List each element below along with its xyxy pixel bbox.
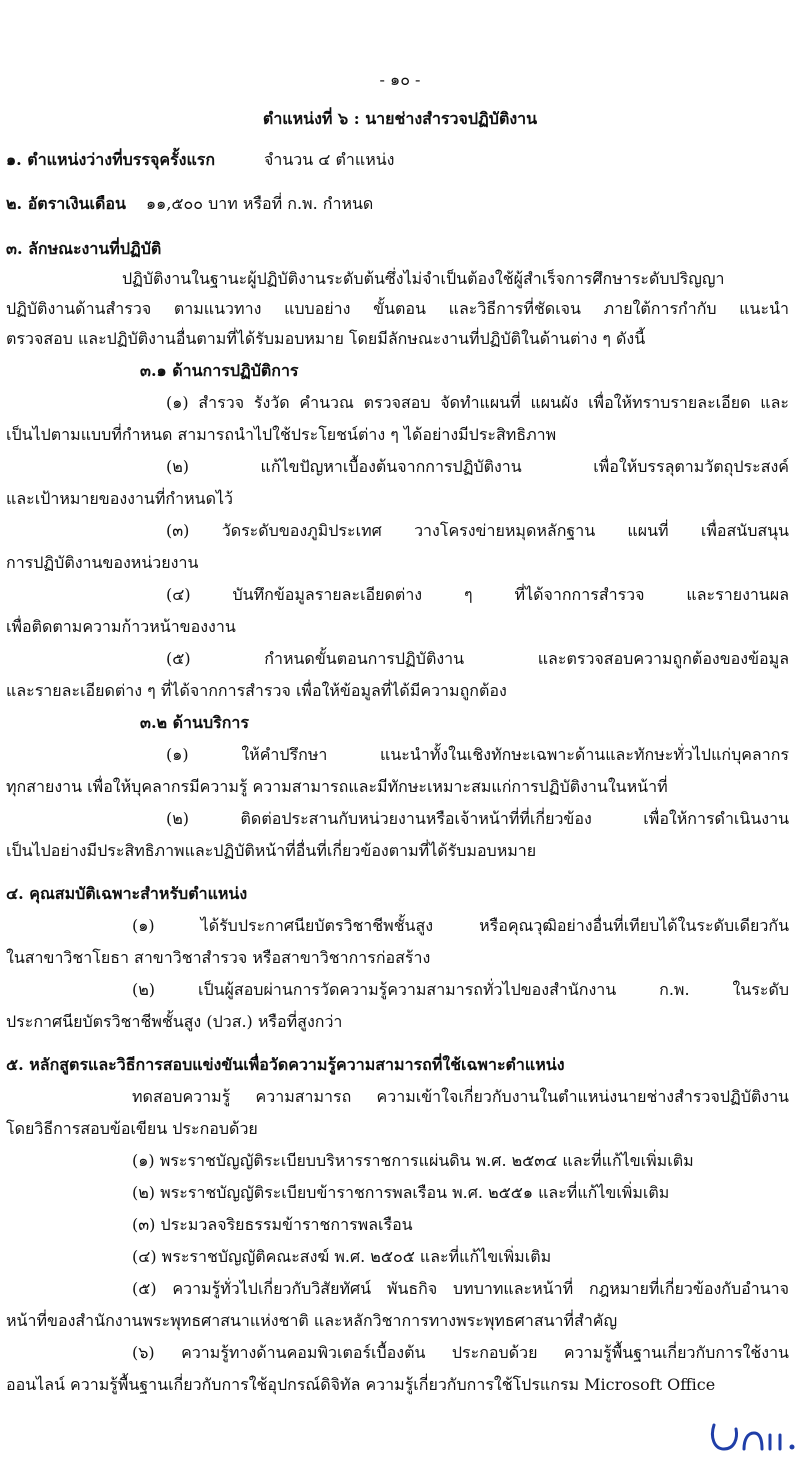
list-item: (๒) ติดต่อประสานกับหน่วยงานหรือเจ้าหน้าที่ที่เกี่ยวข้อง เพื่อให้การดำเนินงาน — [166, 809, 789, 828]
list-item-continuation: ในสาขาวิชาโยธา สาขาวิชาสำรวจ หรือสาขาวิชาการก่อสร้าง — [6, 948, 431, 967]
signature-mark — [708, 1417, 800, 1457]
section-3-heading: ๓. ลักษณะงานที่ปฏิบัติ — [6, 239, 162, 258]
list-item-continuation: หน้าที่ของสำนักงานพระพุทธศาสนาแห่งชาติ และหลักวิชาการทางพระพุทธศาสนาที่สำคัญ — [6, 1311, 618, 1330]
list-item-continuation: เป็นไปอย่างมีประสิทธิภาพและปฏิบัติหน้าที่อื่นที่เกี่ยวข้องตามที่ได้รับมอบหมาย — [6, 841, 537, 860]
section-5-heading: ๕. หลักสูตรและวิธีการสอบแข่งขันเพื่อวัดความรู้ความสามารถที่ใช้เฉพาะตำแหน่ง — [6, 1055, 565, 1074]
subsection-3-2-heading: ๓.๒ ด้านบริการ — [140, 713, 249, 732]
list-item-continuation: ประกาศนียบัตรวิชาชีพชั้นสูง (ปวส.) หรือที่สูงกว่า — [6, 1012, 343, 1031]
list-item: (๓) ประมวลจริยธรรมข้าราชการพลเรือน — [132, 1215, 413, 1234]
list-item: (๑) สำรวจ รังวัด คำนวณ ตรวจสอบ จัดทำแผนที่ แผนผัง เพื่อให้ทราบรายละเอียด และ — [166, 393, 789, 412]
section-2-heading: ๒. อัตราเงินเดือน — [6, 194, 126, 213]
list-item: (๒) เป็นผู้สอบผ่านการวัดความรู้ความสามารถทั่วไปของสำนักงาน ก.พ. ในระดับ — [132, 980, 789, 999]
list-item-continuation: และเป้าหมายของงานที่กำหนดไว้ — [6, 489, 233, 508]
list-item: (๔) พระราชบัญญัติคณะสงฆ์ พ.ศ. ๒๕๐๕ และที่แก้ไขเพิ่มเติม — [132, 1247, 552, 1266]
list-item: (๔) บันทึกข้อมูลรายละเอียดต่าง ๆ ที่ได้จากการสำรวจ และรายงานผล — [166, 585, 789, 604]
list-item: (๖) ความรู้ทางด้านคอมพิวเตอร์เบื้องต้น ประกอบด้วย ความรู้พื้นฐานเกี่ยวกับการใช้งาน — [132, 1343, 789, 1362]
list-item: (๑) ได้รับประกาศนียบัตรวิชาชีพชั้นสูง หรือคุณวุฒิอย่างอื่นที่เทียบได้ในระดับเดียวกัน — [132, 916, 789, 935]
section-2-value: ๑๑,๕๐๐ บาท หรือที่ ก.พ. กำหนด — [146, 194, 374, 213]
list-item-continuation: ทุกสายงาน เพื่อให้บุคลากรมีความรู้ ความสามารถและมีทักษะเหมาะสมแก่การปฏิบัติงานในหน้าที่ — [6, 777, 668, 796]
section-5-intro-line: ทดสอบความรู้ ความสามารถ ความเข้าใจเกี่ยวกับงานในตำแหน่งนายช่างสำรวจปฏิบัติงาน — [132, 1087, 789, 1106]
section-5-intro-line: โดยวิธีการสอบข้อเขียน ประกอบด้วย — [6, 1119, 258, 1138]
list-item: (๑) ให้คำปรึกษา แนะนำทั้งในเชิงทักษะเฉพาะด้านและทักษะทั่วไปแก่บุคลากร — [166, 745, 789, 764]
subsection-3-1-heading: ๓.๑ ด้านการปฏิบัติการ — [140, 361, 299, 380]
section-1-heading: ๑. ตำแหน่งว่างที่บรรจุครั้งแรก — [6, 150, 216, 169]
list-item-continuation: การปฏิบัติงานของหน่วยงาน — [6, 553, 199, 572]
list-item: (๑) พระราชบัญญัติระเบียบบริหารราชการแผ่นดิน พ.ศ. ๒๕๓๔ และที่แก้ไขเพิ่มเติม — [132, 1151, 694, 1170]
list-item-continuation: และรายละเอียดต่าง ๆ ที่ได้จากการสำรวจ เพื่อให้ข้อมูลที่ได้มีความถูกต้อง — [6, 681, 507, 700]
section-3-intro-line: ปฏิบัติงานในฐานะผู้ปฏิบัติงานระดับต้นซึ่งไม่จำเป็นต้องใช้ผู้สำเร็จการศึกษาระดับปริญญา — [122, 269, 725, 288]
list-item-continuation: เพื่อติดตามความก้าวหน้าของงาน — [6, 617, 236, 636]
list-item: (๓) วัดระดับของภูมิประเทศ วางโครงข่ายหมุดหลักฐาน แผนที่ เพื่อสนับสนุน — [166, 521, 789, 540]
list-item: (๒) แก้ไขปัญหาเบื้องต้นจากการปฏิบัติงาน เพื่อให้บรรลุตามวัตถุประสงค์ — [166, 457, 789, 476]
section-4-heading: ๔. คุณสมบัติเฉพาะสำหรับตำแหน่ง — [6, 884, 248, 903]
list-item: (๕) ความรู้ทั่วไปเกี่ยวกับวิสัยทัศน์ พันธกิจ บทบาทและหน้าที่ กฎหมายที่เกี่ยวข้องกับอำนาจ — [132, 1279, 789, 1298]
list-item-continuation: ออนไลน์ ความรู้พื้นฐานเกี่ยวกับการใช้อุปกรณ์ดิจิทัล ความรู้เกี่ยวกับการใช้โปรแกรม Microsoft Office — [6, 1375, 716, 1394]
list-item: (๒) พระราชบัญญัติระเบียบข้าราชการพลเรือน พ.ศ. ๒๕๕๑ และที่แก้ไขเพิ่มเติม — [132, 1183, 670, 1202]
section-3-intro-line: ตรวจสอบ และปฏิบัติงานอื่นตามที่ได้รับมอบหมาย โดยมีลักษณะงานที่ปฏิบัติในด้านต่าง ๆ ดังนี้ — [6, 329, 646, 348]
section-1-value: จำนวน ๔ ตำแหน่ง — [264, 150, 395, 169]
section-3-intro-line: ปฏิบัติงานด้านสำรวจ ตามแนวทาง แบบอย่าง ขั้นตอน และวิธีการที่ชัดเจน ภายใต้การกำกับ แนะนำ — [6, 299, 789, 318]
page-number: - ๑๐ - — [379, 70, 421, 89]
list-item: (๕) กำหนดขั้นตอนการปฏิบัติงาน และตรวจสอบความถูกต้องของข้อมูล — [166, 649, 789, 668]
page-title: ตำแหน่งที่ ๖ : นายช่างสำรวจปฏิบัติงาน — [262, 109, 538, 128]
list-item-continuation: เป็นไปตามแบบที่กำหนด สามารถนำไปใช้ประโยชน์ต่าง ๆ ได้อย่างมีประสิทธิภาพ — [6, 425, 557, 444]
